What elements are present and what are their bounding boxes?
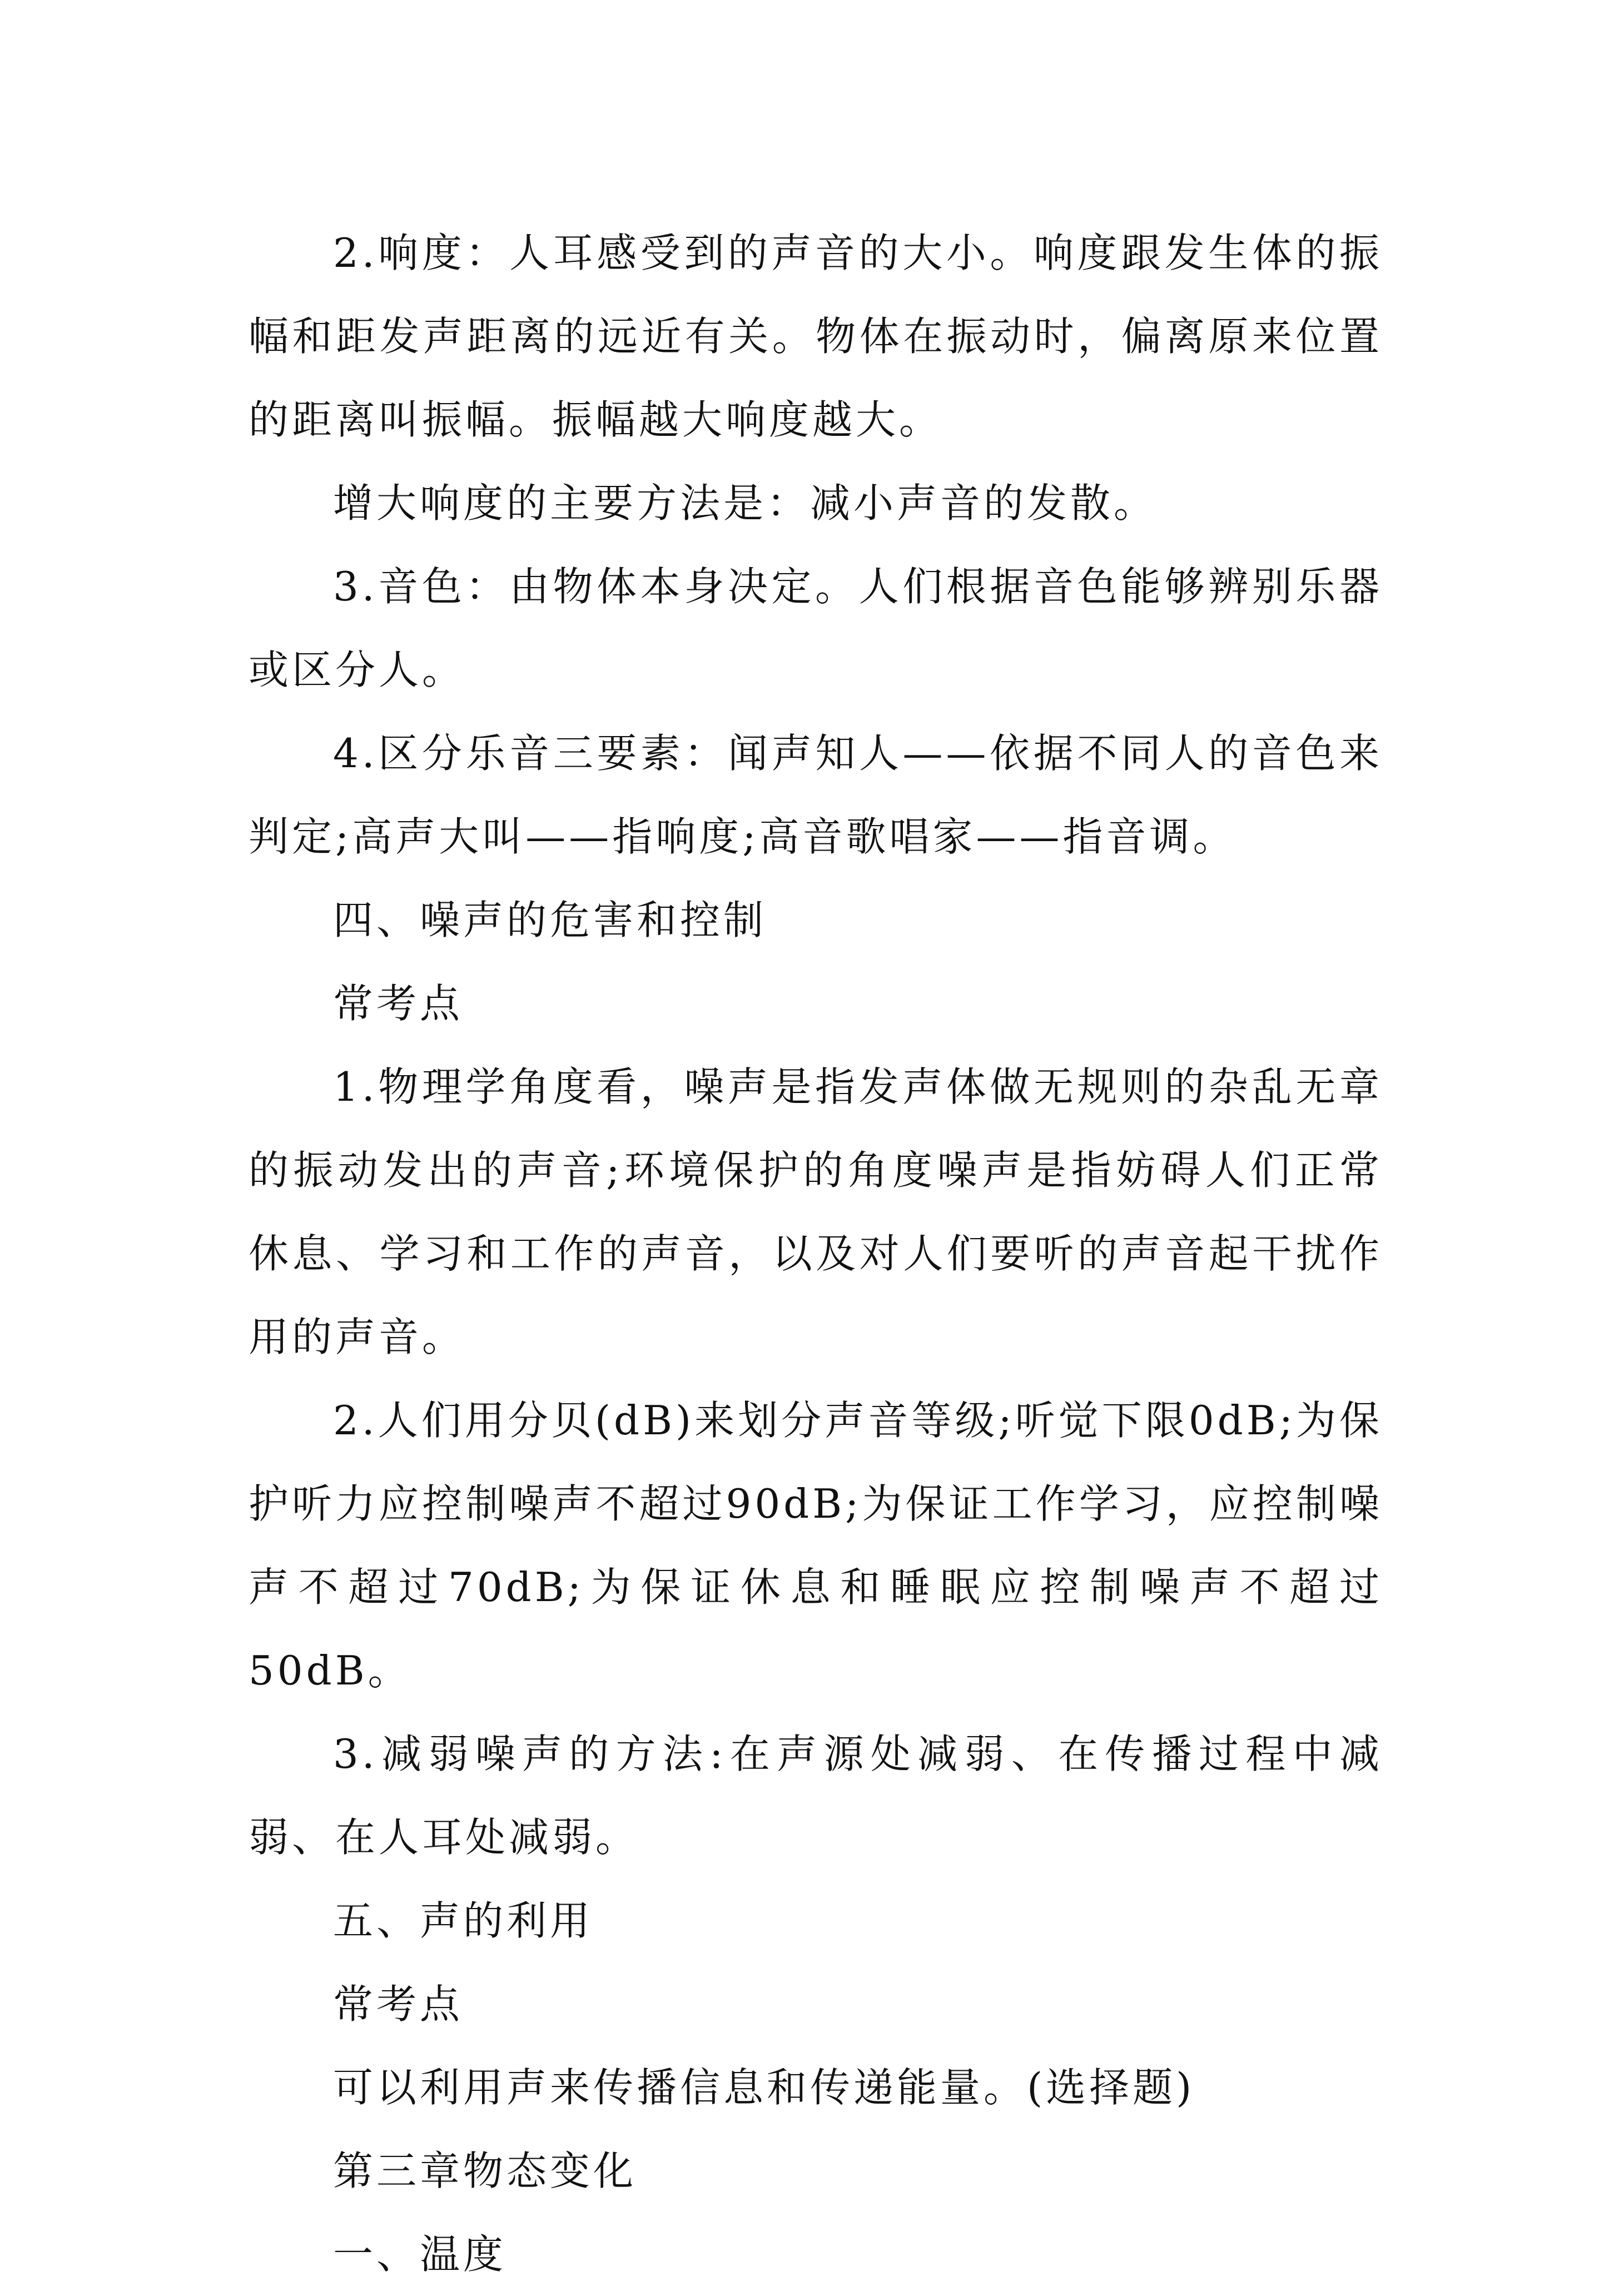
- heading-noise: 四、噪声的危害和控制: [333, 897, 767, 943]
- heading-sound-use: 五、声的利用: [333, 1897, 594, 1944]
- paragraph-three-elements: 4.区分乐音三要素：闻声知人——依据不同人的音色来判定;高声大叫——指响度;高音歌唱家——指音调。: [249, 730, 1383, 860]
- heading-temperature: 一、温度: [333, 2231, 507, 2278]
- paragraph-timbre: 3.音色：由物体本身决定。人们根据音色能够辨别乐器或区分人。: [249, 563, 1383, 693]
- paragraph-noise-reduction: 3.减弱噪声的方法:在声源处减弱、在传播过程中减弱、在人耳处减弱。: [249, 1731, 1383, 1861]
- paragraph-increase-loudness: 增大响度的主要方法是：减小声音的发散。: [333, 480, 1158, 526]
- paragraph-decibel-levels: 2.人们用分贝(dB)来划分声音等级;听觉下限0dB;为保护听力应控制噪声不超过90dB;为保证工作学习，应控制噪声不超过70dB;为保证休息和睡眠应控制噪声不超过50dB。: [249, 1397, 1383, 1694]
- paragraph-loudness: 2.响度：人耳感受到的声音的大小。响度跟发生体的振幅和距发声距离的远近有关。物体在振动时，偏离原来位置的距离叫振幅。振幅越大响度越大。: [249, 230, 1383, 443]
- document-body: [249, 211, 1383, 2296]
- paragraph-sound-use: 可以利用声来传播信息和传递能量。(选择题): [333, 2064, 1195, 2111]
- subheading-key-points: 常考点: [333, 980, 464, 1027]
- heading-chapter-three: 第三章物态变化: [333, 2148, 637, 2194]
- subheading-key-points-2: 常考点: [333, 1981, 464, 2027]
- paragraph-noise-definition: 1.物理学角度看，噪声是指发声体做无规则的杂乱无章的振动发出的声音;环境保护的角度噪声是指妨碍人们正常休息、学习和工作的声音，以及对人们要听的声音起干扰作用的声音。: [249, 1063, 1383, 1360]
